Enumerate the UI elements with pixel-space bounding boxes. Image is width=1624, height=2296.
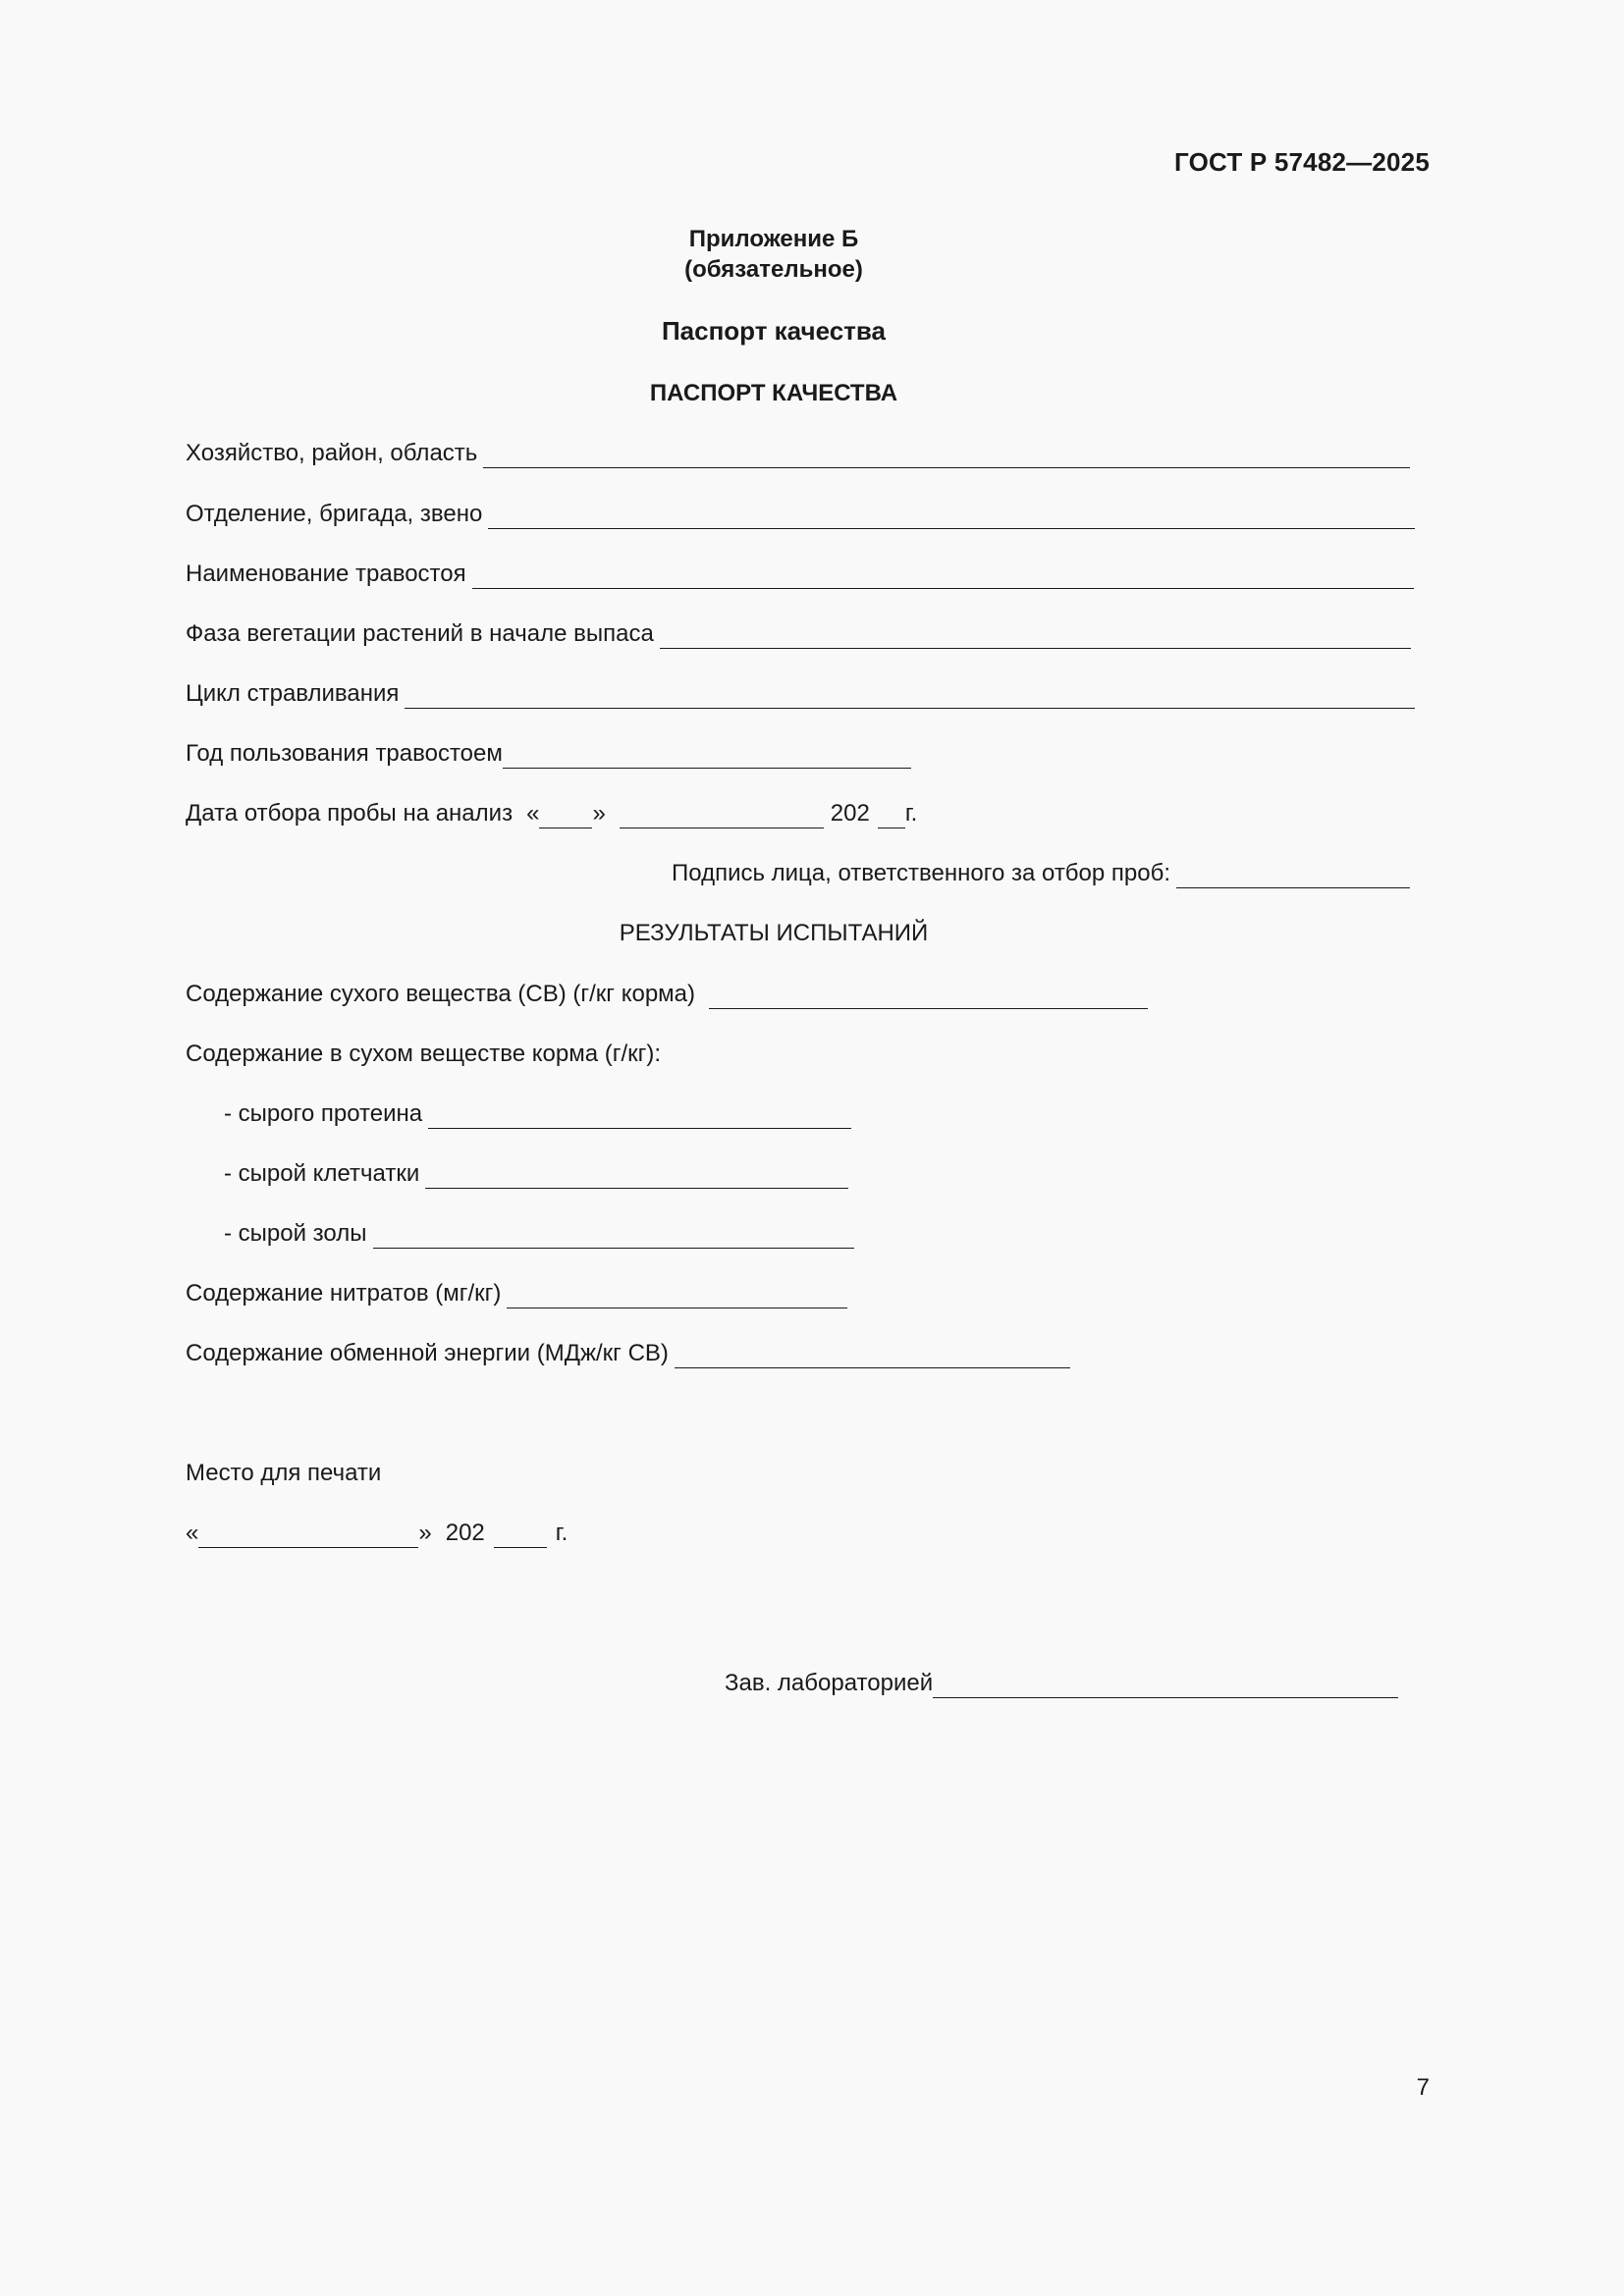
field-dry-matter xyxy=(186,980,1148,1009)
field-department-label: Отделение, бригада, звено xyxy=(186,501,483,527)
field-dry-matter-label: Содержание сухого вещества (СВ) (г/кг корма) xyxy=(186,981,696,1007)
field-farm-blank[interactable] xyxy=(483,444,1410,468)
sampling-date-month-blank[interactable] xyxy=(620,804,824,828)
field-metabolizable-energy-blank[interactable] xyxy=(675,1344,1070,1368)
sampling-date-close-quote: » xyxy=(592,800,606,827)
field-grass-name-label: Наименование травостоя xyxy=(186,561,466,587)
field-dry-matter-blank[interactable] xyxy=(709,985,1148,1009)
lab-head-blank[interactable] xyxy=(933,1674,1398,1698)
field-crude-protein-label: - сырого протеина xyxy=(224,1100,423,1127)
field-crude-fiber-blank[interactable] xyxy=(425,1164,848,1189)
field-farm xyxy=(186,439,1410,468)
field-department xyxy=(186,500,1415,529)
stamp-date-year-blank[interactable] xyxy=(494,1523,547,1548)
field-crude-ash-label: - сырой золы xyxy=(224,1220,367,1247)
field-crude-fiber-label: - сырой клетчатки xyxy=(224,1160,420,1187)
field-signature-blank[interactable] xyxy=(1176,864,1410,888)
stamp-date-open-quote: « xyxy=(186,1520,199,1546)
lab-head-label: Зав. лабораторией xyxy=(725,1670,934,1696)
field-year-of-use-label: Год пользования травостоем xyxy=(186,740,503,767)
field-year-of-use xyxy=(186,739,911,769)
field-crude-fiber xyxy=(224,1159,848,1189)
field-signature-label: Подпись лица, ответственного за отбор проб: xyxy=(672,860,1171,886)
form-title: ПАСПОРТ КАЧЕСТВА xyxy=(649,380,898,406)
sampling-date-year: 202 xyxy=(830,800,870,827)
field-sampling-date xyxy=(186,799,917,828)
stamp-date-suffix: г. xyxy=(555,1520,568,1546)
sampling-date-suffix: г. xyxy=(904,800,918,827)
field-department-blank[interactable] xyxy=(488,505,1415,529)
field-nitrates-blank[interactable] xyxy=(507,1284,847,1308)
sampling-date-day-blank[interactable] xyxy=(539,804,592,828)
field-grazing-cycle-blank[interactable] xyxy=(405,684,1415,709)
field-grass-name-blank[interactable] xyxy=(472,564,1414,589)
annex-title: Приложение Б xyxy=(688,226,859,252)
field-metabolizable-energy-label: Содержание обменной энергии (МДж/кг СВ) xyxy=(186,1340,669,1366)
stamp-place-label: Место для печати xyxy=(186,1460,382,1486)
field-nitrates xyxy=(186,1279,847,1308)
annex-status: (обязательное) xyxy=(684,256,863,283)
field-vegetation-phase-label: Фаза вегетации растений в начале выпаса xyxy=(186,620,654,647)
field-sampling-date-label: Дата отбора пробы на анализ xyxy=(186,800,514,827)
annex-name: Паспорт качества xyxy=(661,316,887,346)
stamp-date xyxy=(186,1519,568,1548)
field-grazing-cycle xyxy=(186,679,1415,709)
page-number: 7 xyxy=(1416,2074,1430,2101)
sampling-date-year-blank[interactable] xyxy=(878,804,905,828)
stamp-date-close-quote: » xyxy=(418,1520,432,1546)
field-grass-name xyxy=(186,560,1414,589)
sampling-date-open-quote: « xyxy=(526,800,540,827)
stamp-date-blank[interactable] xyxy=(198,1523,418,1548)
lab-head-signature xyxy=(725,1669,1398,1698)
field-nitrates-label: Содержание нитратов (мг/кг) xyxy=(186,1280,502,1307)
field-grazing-cycle-label: Цикл стравливания xyxy=(186,680,400,707)
field-vegetation-phase-blank[interactable] xyxy=(660,624,1411,649)
field-crude-ash xyxy=(224,1219,854,1249)
field-vegetation-phase xyxy=(186,619,1411,649)
stamp-place xyxy=(186,1459,381,1488)
field-crude-protein-blank[interactable] xyxy=(428,1104,851,1129)
field-crude-protein xyxy=(224,1099,851,1129)
field-signature xyxy=(672,859,1410,888)
field-metabolizable-energy xyxy=(186,1339,1070,1368)
field-farm-label: Хозяйство, район, область xyxy=(186,440,478,466)
field-crude-ash-blank[interactable] xyxy=(373,1224,854,1249)
standard-code: ГОСТ Р 57482—2025 xyxy=(1174,147,1430,177)
stamp-date-year: 202 xyxy=(445,1520,485,1546)
content-in-dry-matter xyxy=(186,1040,661,1069)
results-title: РЕЗУЛЬТАТЫ ИСПЫТАНИЙ xyxy=(619,920,929,946)
content-in-dry-matter-label: Содержание в сухом веществе корма (г/кг): xyxy=(186,1041,662,1067)
field-year-of-use-blank[interactable] xyxy=(503,744,911,769)
